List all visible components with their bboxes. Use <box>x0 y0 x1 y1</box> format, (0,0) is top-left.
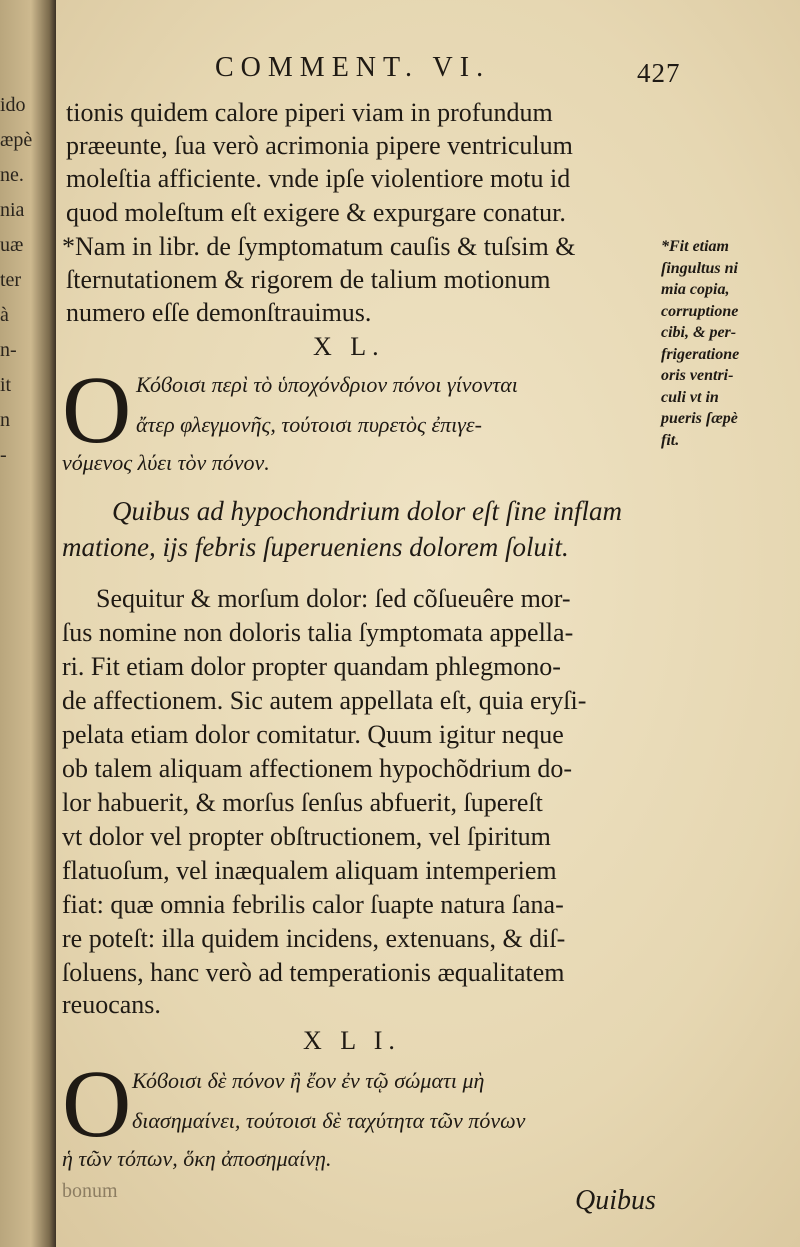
facing-page-text <box>0 88 40 473</box>
body-line: ri. Fit etiam dolor propter quandam phlegmono- <box>62 652 561 681</box>
facing-line: nia <box>0 199 25 221</box>
section-number: X L I. <box>303 1026 401 1055</box>
greek-text-line: ἄτερ φλεγμονῆς, τούτοισι πυρετὸς ἐπιγε- <box>136 412 482 437</box>
facing-line: ido <box>0 94 26 116</box>
margin-note-line: oris ventri- <box>661 367 734 384</box>
margin-note-line: mia copia, <box>661 281 730 298</box>
body-line: numero eſſe demonſtrauimus. <box>66 298 372 327</box>
body-line: quod moleſtum eſt exigere & expurgare conatur. <box>66 198 566 227</box>
margin-note-line: ſingultus ni <box>661 259 738 277</box>
body-line: ſus nomine non doloris talia ſymptomata appella- <box>62 618 574 647</box>
margin-note-line: cibi, & per- <box>661 324 737 341</box>
facing-line: n- <box>0 339 17 361</box>
body-line: vt dolor vel propter obſtructionem, vel ſpiritum <box>62 822 551 851</box>
catchword: Quibus <box>575 1185 656 1216</box>
body-line: ob talem aliquam affectionem hypochõdrium do- <box>62 754 572 783</box>
body-line: Sequitur & morſum dolor: ſed cõſueuêre mor- <box>96 584 571 613</box>
facing-line: n <box>0 409 10 431</box>
margin-note-line: *Fit etiam <box>661 238 729 255</box>
section-number: X L. <box>313 332 385 361</box>
body-line: *Nam in libr. de ſymptomatum cauſis & tuſsim & <box>62 232 576 261</box>
body-line: de affectionem. Sic autem appellata eſt, quia eryſi- <box>62 686 587 715</box>
margin-note-line: frigeratione <box>661 345 740 363</box>
body-line: tionis quidem calore piperi viam in profundum <box>66 98 553 127</box>
body-line: moleſtia afficiente. vnde ipſe violentiore motu id <box>66 164 571 193</box>
margin-note-line: culi vt in <box>661 388 719 406</box>
facing-line: æpè <box>0 129 33 151</box>
bleed-through-text: bonum <box>62 1180 118 1202</box>
facing-page-gutter <box>0 0 56 1247</box>
body-line: lor habuerit, & morſus ſenſus abfuerit, ſupereſt <box>62 788 543 817</box>
greek-text-line: ἡ τῶν τόπων, ὅκη ἀποσημαίνῃ. <box>62 1146 332 1171</box>
running-header <box>215 52 685 92</box>
body-line: re poteſt: illa quidem incidens, extenuans, & diſ- <box>62 924 566 953</box>
aphorism-translation: Quibus ad hypochondrium dolor eſt ſine inflam <box>112 496 622 526</box>
drop-capital: O <box>62 356 132 463</box>
body-line: reuocans. <box>62 990 161 1019</box>
margin-note-line: corruptione <box>661 302 739 320</box>
facing-line: à <box>0 304 9 326</box>
margin-note-line: fit. <box>661 431 680 449</box>
body-line: pelata etiam dolor comitatur. Quum igitur neque <box>62 720 564 749</box>
greek-text-line: Κόϐοισι περὶ τὸ ὑποχόνδριον πόνοι γίνονται <box>136 372 518 397</box>
marginal-note <box>661 236 796 451</box>
drop-capital: O <box>62 1050 132 1157</box>
page-number: 427 <box>637 58 681 88</box>
margin-note-line: pueris ſæpè <box>661 410 738 427</box>
greek-text-line: Κόϐοισι δὲ πόνον ἢ ἔον ἐν τῷ σώματι μὴ <box>132 1068 485 1093</box>
facing-line: uæ <box>0 234 24 256</box>
greek-text-line: νόμενος λύει τὸν πόνον. <box>62 450 270 475</box>
facing-line: it <box>0 374 12 396</box>
facing-line: - <box>0 444 7 466</box>
aphorism-translation: matione, ijs febris ſuperueniens dolorem ſoluit. <box>62 532 569 562</box>
header-title: COMMENT. VI. <box>215 52 491 83</box>
body-line: ſoluens, hanc verò ad temperationis æqualitatem <box>62 958 565 987</box>
facing-line: ne. <box>0 164 24 186</box>
facing-line: ter <box>0 269 22 291</box>
body-line: flatuoſum, vel inæqualem aliquam intemperiem <box>62 856 557 885</box>
greek-text-line: διασημαίνει, τούτοισι δὲ ταχύτητα τῶν πόνων <box>132 1108 526 1133</box>
body-line: fiat: quæ omnia febrilis calor ſuapte natura ſana- <box>62 890 564 919</box>
body-line: præeunte, ſua verò acrimonia pipere ventriculum <box>66 131 573 160</box>
body-line: ſternutationem & rigorem de talium motionum <box>66 265 551 294</box>
